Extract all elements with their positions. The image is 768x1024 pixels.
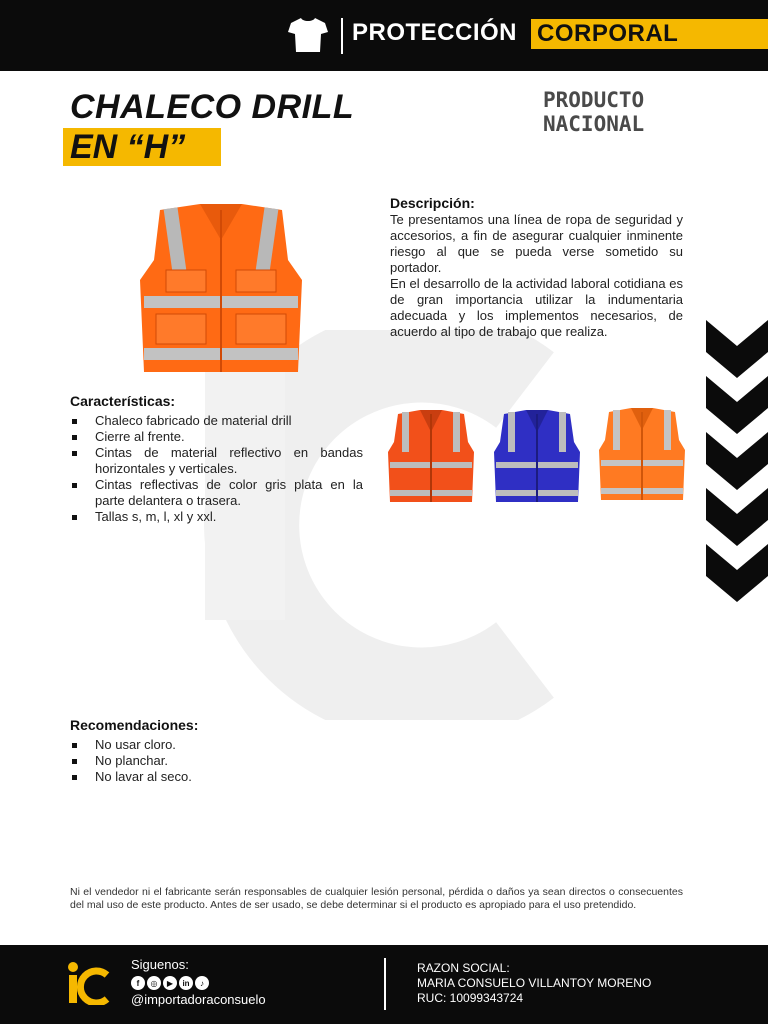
vest-main-image (140, 200, 302, 378)
facebook-icon[interactable]: f (131, 976, 145, 990)
tiktok-icon[interactable]: ♪ (195, 976, 209, 990)
description-heading: Descripción: (390, 195, 475, 211)
company-info (417, 961, 651, 1006)
instagram-icon[interactable]: ◎ (147, 976, 161, 990)
linkedin-icon[interactable]: in (179, 976, 193, 990)
social-icons (131, 976, 209, 990)
footer-divider (384, 958, 386, 1010)
list-item: No usar cloro. (70, 737, 363, 753)
footer-bar (0, 945, 768, 1024)
list-item: Chaleco fabricado de material drill (70, 413, 363, 429)
description-paragraph-2: En el desarrollo de la actividad laboral cotidiana es de gran importancia utilizar la indumentaria adecuada y los implementos necesarios, de acuerdo al tipo de trabajo que realiza. (390, 276, 683, 339)
social-handle[interactable]: @importadoraconsuelo (131, 992, 266, 1007)
features-list (70, 413, 363, 525)
watermark-logo-icon (195, 330, 615, 720)
description-body (390, 212, 683, 340)
recommendations-heading: Recomendaciones: (70, 717, 199, 733)
company-logo-icon (67, 961, 113, 1005)
features-heading: Características: (70, 393, 176, 409)
header-title-primary: PROTECCIÓN (352, 19, 518, 46)
list-item: Tallas s, m, l, xl y xxl. (70, 509, 363, 525)
vest-variant-orange-red-image (388, 408, 474, 506)
disclaimer-text: Ni el vendedor ni el fabricante serán responsables de cualquier lesión personal, pérdida o daños ya sean directos o consecuentes del mal uso de este producto. Antes de ser usado, se debe determinar si el producto es apropiado para el uso pretendido. (70, 886, 683, 911)
description-paragraph-1: Te presentamos una línea de ropa de seguridad y accesorios, a fin de asegurar cualquier inminente riesgo al que se pueda verse sometido su portador. (390, 212, 683, 275)
list-item: Cintas reflectivas de color gris plata en la parte delantera o trasera. (70, 477, 363, 509)
header-divider (341, 18, 343, 54)
youtube-icon[interactable]: ▶ (163, 976, 177, 990)
origin-line1: PRODUCTO (543, 88, 645, 112)
list-item: Cierre al frente. (70, 429, 363, 445)
razon-label: RAZON SOCIAL: (417, 961, 510, 975)
list-item: No planchar. (70, 753, 363, 769)
chevron-down-decoration-icon (706, 318, 768, 608)
vest-variant-blue-image (494, 408, 580, 506)
shirt-icon (287, 16, 329, 54)
list-item: Cintas de material reflectivo en bandas horizontales y verticales. (70, 445, 363, 477)
header-bar (0, 0, 768, 71)
product-title-line1: CHALECO DRILL (70, 88, 355, 126)
ruc-number: RUC: 10099343724 (417, 991, 524, 1005)
origin-line2: NACIONAL (543, 112, 645, 136)
product-origin-badge (543, 88, 644, 136)
vest-variant-orange-image (599, 406, 685, 504)
product-title-line2: EN “H” (63, 128, 221, 166)
razon-name: MARIA CONSUELO VILLANTOY MORENO (417, 976, 652, 990)
follow-label: Siguenos: (131, 957, 189, 972)
header-title-highlight: CORPORAL (531, 19, 768, 49)
recommendations-list (70, 737, 363, 785)
list-item: No lavar al seco. (70, 769, 363, 785)
